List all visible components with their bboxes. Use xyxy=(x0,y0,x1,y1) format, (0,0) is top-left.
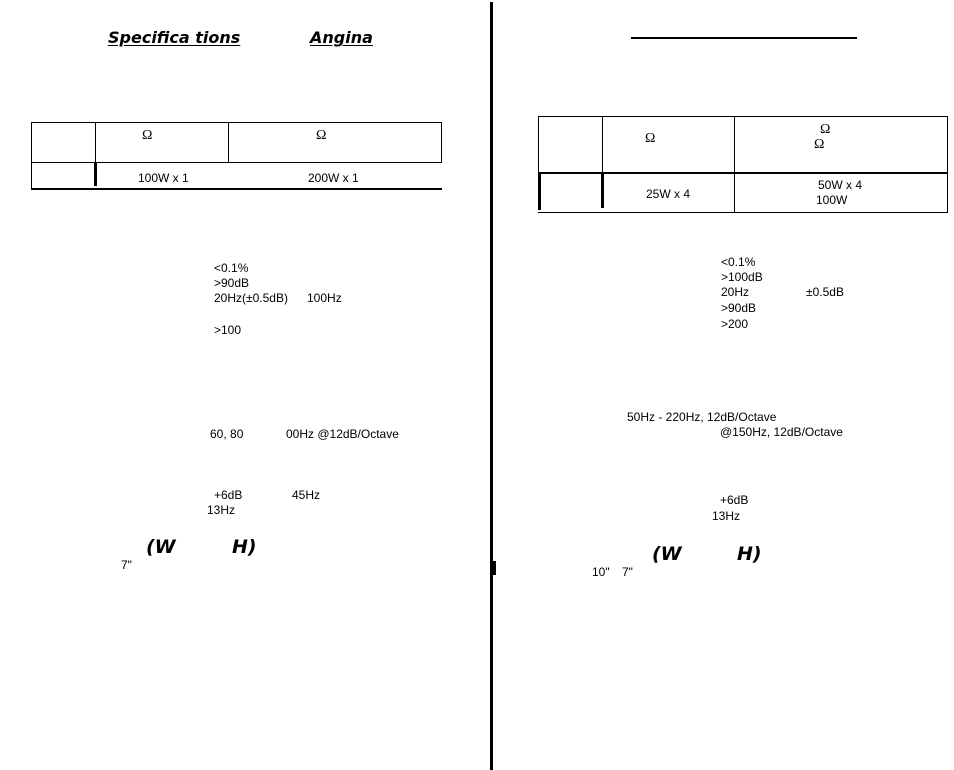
power-value-2: 200W x 1 xyxy=(308,171,359,185)
header-ohm-2b: Ω xyxy=(814,137,825,152)
power-value-1: 25W x 4 xyxy=(646,187,691,201)
crossover-lowpass: 50Hz - 220Hz, 12dB/Octave xyxy=(627,410,777,424)
snr-value: >90dB xyxy=(214,276,250,290)
header-ohm-1: Ω xyxy=(645,131,656,146)
power-value-1: 100W x 1 xyxy=(138,171,189,185)
bass-boost-gain: +6dB xyxy=(214,488,243,502)
separation-value: >100dB xyxy=(721,270,763,284)
damping-value: >200 xyxy=(721,317,749,331)
subsonic-value: 13Hz xyxy=(712,509,741,523)
header-ohm-1: Ω xyxy=(142,128,153,143)
dim-w-label: (W xyxy=(652,543,682,565)
header-ohm-2: Ω xyxy=(316,128,327,143)
dim-value-a: 10" xyxy=(592,565,610,579)
freq-low-value: 20Hz xyxy=(721,285,750,299)
dim-value-b: 7" xyxy=(622,565,633,579)
bass-boost-gain: +6dB xyxy=(720,493,749,507)
power-value-2a: 50W x 4 xyxy=(818,178,863,192)
power-value-2b: 100W xyxy=(816,193,848,207)
crossover-highpass: @150Hz, 12dB/Octave xyxy=(720,425,843,439)
header-ohm-2a: Ω xyxy=(820,122,831,137)
freq-low-value: 20Hz(±0.5dB) xyxy=(214,291,288,305)
damping-value: >100 xyxy=(214,323,242,337)
model-name: Angina xyxy=(310,28,373,47)
crossover-slope: 00Hz @12dB/Octave xyxy=(286,427,399,441)
thd-value: <0.1% xyxy=(214,261,249,275)
freq-high-value: 100Hz xyxy=(307,291,342,305)
page-divider xyxy=(490,2,493,770)
crossover-freqs: 60, 80 xyxy=(210,427,244,441)
snr-value: >90dB xyxy=(721,301,757,315)
dim-w-label: (W xyxy=(146,536,176,558)
bass-boost-freq: 45Hz xyxy=(292,488,321,502)
title-underline xyxy=(631,37,857,39)
dim-value: 7" xyxy=(121,558,132,572)
dim-h-label: H) xyxy=(737,543,762,565)
divider-mark xyxy=(493,561,496,575)
thd-value: <0.1% xyxy=(721,255,756,269)
freq-tolerance-value: ±0.5dB xyxy=(806,285,844,299)
subsonic-value: 13Hz xyxy=(207,503,236,517)
spec-title: Specifica tions xyxy=(108,28,241,47)
dim-h-label: H) xyxy=(232,536,257,558)
